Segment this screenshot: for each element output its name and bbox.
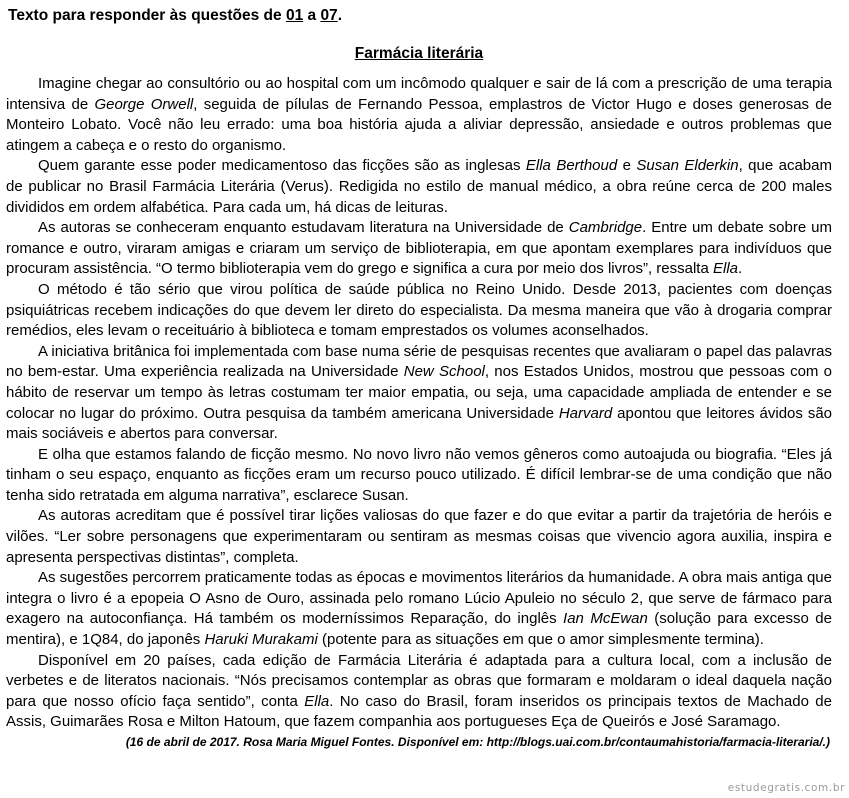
italic-name: Ella	[712, 260, 738, 278]
article-title: Farmácia literária	[354, 45, 484, 62]
paragraph-6	[6, 445, 832, 507]
text-run: As autoras se conheceram enquanto estudavam literatura na Universidade de	[38, 219, 569, 237]
paragraph-7	[6, 506, 832, 568]
italic-name: George Orwell	[94, 95, 194, 113]
paragraph-5	[6, 342, 832, 445]
italic-name: Susan Elderkin	[636, 157, 739, 175]
question-end: 07	[320, 7, 338, 24]
header-suffix: .	[337, 7, 342, 24]
italic-name: Cambridge	[568, 219, 643, 237]
paragraph-8	[6, 568, 832, 650]
italic-name: Ella Berthoud	[525, 157, 618, 175]
text-run: , nos Estados Unidos, mostrou que pessoas com o hábito de reservar um tempo às letras costumam ter maior empatia, ou seja, uma capacidade ampliada de entender e se colocar no lugar do próximo. Outra pesquisa da também americana Universidade	[6, 363, 832, 422]
source-citation: (16 de abril de 2017. Rosa Maria Miguel Fontes. Disponível em: http://blogs.uai.com.br/contaumahistoria/farmacia-literaria/.)	[125, 735, 830, 749]
paragraph-3	[6, 218, 832, 280]
question-start: 01	[285, 7, 304, 24]
text-run: . Entre um debate sobre um romance e outro, viraram amigas e criaram um serviço de biblioterapia, em que apontam exemplares para indivíduos que procuram assistência. “O termo biblioterapia vem do grego e significa a cura por meio dos livros”, ressalta	[6, 219, 833, 278]
paragraph-9	[6, 651, 832, 733]
document-page	[6, 6, 832, 751]
italic-name: Ian McEwan	[563, 610, 648, 628]
text-run: e	[617, 157, 637, 175]
text-run: E olha que estamos falando de ficção mesmo. No novo livro não vemos gêneros como autoajuda ou biografia. “Eles já tinham o seu espaço, enquanto as ficções eram um recurso pouco utilizado. É difícil lembrar-se de uma condição que não tenha sido retratada em alguma narrativa”, esclarece Susan.	[6, 445, 832, 504]
article-body	[6, 74, 832, 733]
text-run: (solução para excesso de mentira), e 1Q84, do japonês	[6, 610, 832, 649]
text-run: .	[738, 260, 743, 278]
text-run: . No caso do Brasil, foram inseridos os principais textos de Machado de Assis, Guimarães Rosa e Milton Hatoum, que fazem companhia aos portugueses Eça de Queirós e José Saramago.	[6, 692, 832, 731]
text-run: A iniciativa britânica foi implementada com base numa série de pesquisas recentes que avaliaram o papel das palavras no bem-estar. Uma experiência realizada na Universidade	[6, 342, 832, 381]
text-run: , seguida de pílulas de Fernando Pessoa, emplastros de Victor Hugo e doses generosas de Monteiro Lobato. Você não leu errado: uma boa história ajuda a aliviar depressão, ansiedade e outros problemas que atingem a cabeça e o resto do organismo.	[6, 95, 832, 154]
text-run: apontou que leitores ávidos são mais sociáveis e abertos para conversar.	[6, 404, 833, 443]
paragraph-2	[6, 156, 832, 218]
text-run: As autoras acreditam que é possível tirar lições valiosas do que fazer e do que evitar a partir da trajetória de heróis e vilões. “Ler sobre personagens que experimentaram ou sentiram as mesmas coisas que vivencio agora auxilia, inspira e apresenta perspectivas distintas”, completa.	[6, 507, 832, 566]
paragraph-1	[6, 74, 832, 156]
text-run: , que acabam de publicar no Brasil Farmácia Literária (Verus). Redigida no estilo de manual médico, a obra reúne cerca de 200 males divididos em ordem alfabética. Para cada um, há dicas de leituras.	[6, 157, 832, 216]
text-run: Quem garante esse poder medicamentoso das ficções são as inglesas	[38, 157, 526, 175]
italic-name: Haruki Murakami	[204, 631, 318, 649]
italic-name: New School	[403, 363, 485, 381]
text-run: O método é tão sério que virou política de saúde pública no Reino Unido. Desde 2013, pacientes com doenças psiquiátricas recebem indicações do que devem ler direto do especialista. Da mesma maneira que vão à drogaria comprar remédios, eles levam o receituário à biblioteca e tomam emprestados os volumes aconselhados.	[6, 280, 832, 340]
text-run: Disponível em 20 países, cada edição de Farmácia Literária é adaptada para a cultura local, com a inclusão de verbetes e de literatos nacionais. “Nós precisamos contemplar as obras que formaram e moldaram o ideal daquela nação para que nosso ofício faça sentido”, conta	[6, 651, 832, 710]
paragraph-4	[6, 280, 832, 342]
instruction-header	[8, 6, 832, 26]
italic-name: Harvard	[558, 404, 613, 422]
text-run: Imagine chegar ao consultório ou ao hospital com um incômodo qualquer e sair de lá com a prescrição de uma terapia intensiva de	[6, 75, 832, 113]
text-run: (potente para as situações em que o amor simplesmente termina).	[317, 631, 764, 649]
header-connector: a	[303, 7, 321, 24]
site-watermark: estudegratis.com.br	[727, 782, 845, 794]
text-run: As sugestões percorrem praticamente todas as épocas e movimentos literários da humanidade. A obra mais antiga que integra o livro é a epopeia O Asno de Ouro, assinada pelo romano Lúcio Apuleio no século 2, que serve de fármaco para exagero na autoconfiança. Há também os moderníssimos Reparação, do inglês	[6, 569, 832, 628]
italic-name: Ella	[304, 692, 330, 710]
header-prefix: Texto para responder às questões de	[8, 7, 286, 24]
